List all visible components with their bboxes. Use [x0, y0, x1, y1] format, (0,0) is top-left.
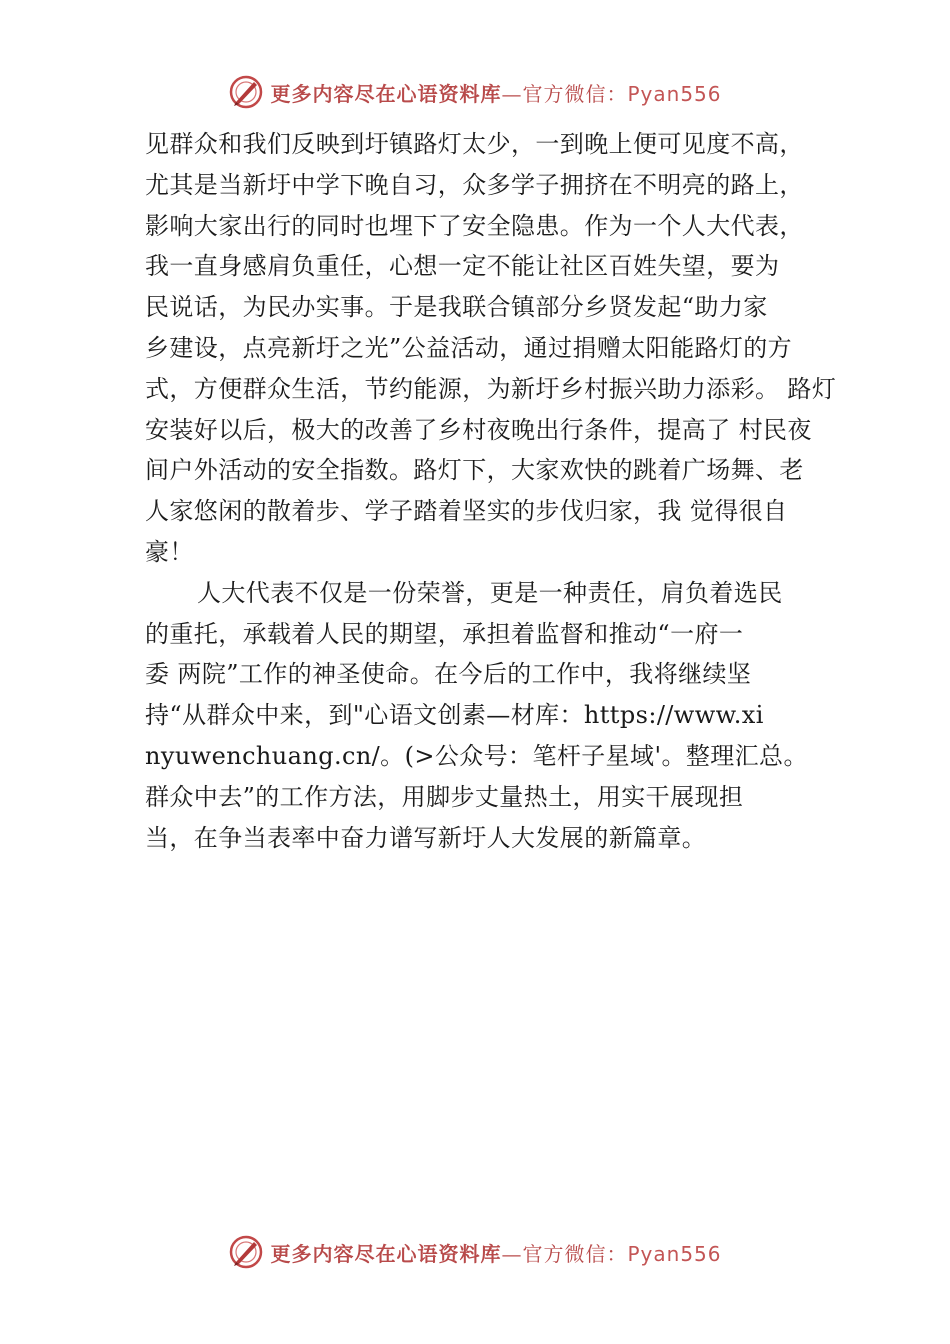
- document-body: [145, 124, 837, 858]
- header-brand: [228, 74, 721, 110]
- body-line: 的重托，承载着人民的期望，承担着监督和推动“一府一: [145, 619, 744, 648]
- footer-dash: —: [501, 1241, 523, 1266]
- body-line: 人家悠闲的散着步、学子踏着坚实的步伐归家，我 觉得很自: [145, 497, 788, 526]
- page-header: [0, 72, 950, 112]
- header-brand-text: [270, 78, 721, 107]
- footer-brand: [228, 1234, 721, 1270]
- body-line: 式，方便群众生活，节约能源，为新圩乡村振兴助力添彩。 路灯: [145, 374, 837, 403]
- body-line: 影响大家出行的同时也埋下了安全隐患。作为一个人大代表，: [145, 211, 804, 240]
- header-wechat-label: 官方微信：: [522, 81, 628, 106]
- body-line: 群众中去”的工作方法，用脚步丈量热土，用实干展现担: [145, 782, 744, 811]
- body-line-url: 持“从群众中来，到"心语文创素—材库：https://www.xi: [145, 701, 764, 730]
- body-line: 当，在争当表率中奋力谱写新圩人大发展的新篇章。: [145, 823, 707, 852]
- header-dash: —: [501, 81, 523, 106]
- body-line: 委 两院”工作的神圣使命。在今后的工作中，我将继续坚: [145, 660, 752, 689]
- footer-wechat-id: Pyan556: [627, 1241, 722, 1266]
- footer-brand-text: [270, 1238, 721, 1267]
- body-line: 豪！: [145, 537, 194, 566]
- body-line: 见群众和我们反映到圩镇路灯太少，一到晚上便可见度不高，: [145, 130, 804, 158]
- body-line: 民说话，为民办实事。于是我联合镇部分乡贤发起“助力家: [145, 293, 768, 322]
- header-wechat-id: Pyan556: [627, 81, 722, 106]
- body-line: 安装好以后，极大的改善了乡村夜晚出行条件，提高了 村民夜: [145, 415, 812, 444]
- footer-wechat-label: 官方微信：: [522, 1241, 628, 1266]
- paragraph-start-line: 人大代表不仅是一份荣誉，更是一种责任，肩负着选民: [197, 578, 783, 607]
- body-line: 我一直身感肩负重任，心想一定不能让社区百姓失望，要为: [145, 252, 780, 281]
- page-footer: [0, 1232, 950, 1272]
- body-line: 乡建设，点亮新圩之光”公益活动，通过捐赠太阳能路灯的方: [145, 333, 793, 362]
- footer-brand-name: 更多内容尽在心语资料库: [270, 1241, 502, 1266]
- pen-logo-icon: [228, 1234, 264, 1270]
- header-brand-name: 更多内容尽在心语资料库: [270, 81, 502, 106]
- body-line: 尤其是当新圩中学下晚自习，众多学子拥挤在不明亮的路上，: [145, 170, 804, 199]
- body-line: 间户外活动的安全指数。路灯下，大家欢快的跳着广场舞、老: [145, 456, 804, 485]
- pen-logo-icon: [228, 74, 264, 110]
- body-line-url: nyuwenchuang.cn/。(>公众号：笔杆子星域'。整理汇总。: [145, 741, 808, 770]
